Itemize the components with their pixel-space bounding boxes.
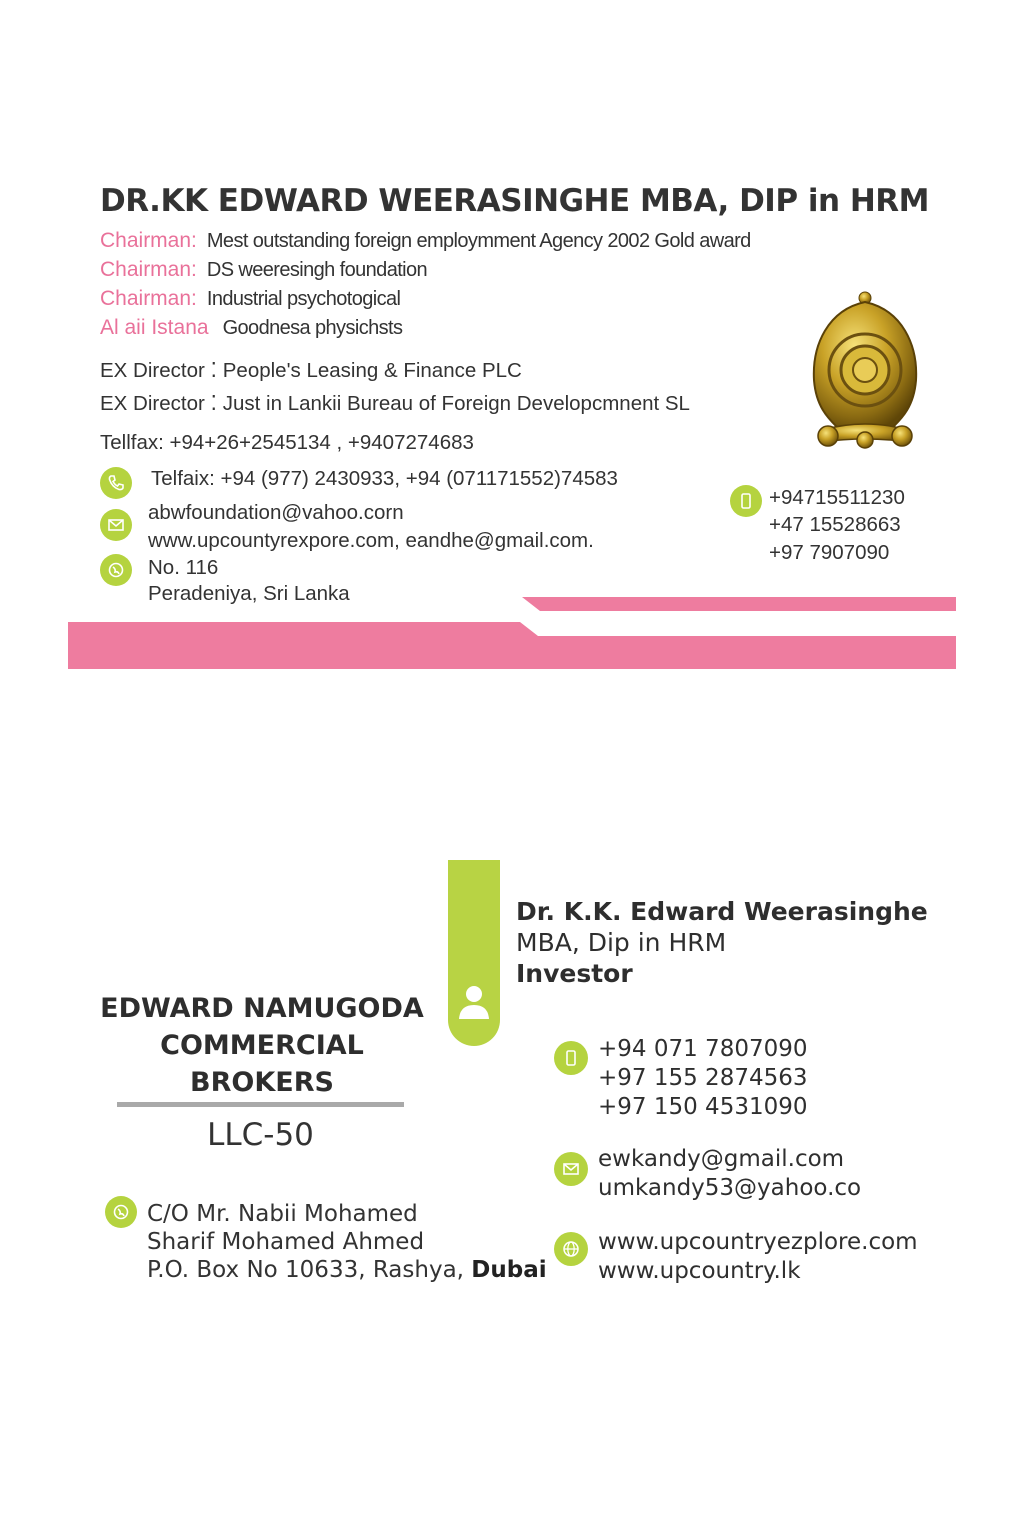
website-list [598,1228,918,1286]
role-title: Al aii Istana [100,316,209,339]
address-line: Sharif Mohamed Ahmed [147,1229,425,1255]
web-text[interactable]: www.upcountyrexpore.com, eandhe@gmail.com. [148,529,594,552]
company-name-line: COMMERCIAL [160,1030,364,1061]
company-name-line: EDWARD NAMUGODA [100,993,424,1024]
address-line: Peradeniya, Sri Lanka [148,582,350,605]
ex-director-text: People's Leasing & Finance PLC [222,359,522,382]
phone-icon [100,467,132,499]
role-title: Chairman: [100,258,197,281]
company-name [96,990,428,1101]
role-title: Chairman: [100,287,197,310]
email-address[interactable]: umkandy53@yahoo.co [598,1175,862,1201]
address-line: No. 116 [148,556,219,579]
role-text: Mest outstanding foreign employmment Agency 2002 Gold award [206,230,751,252]
ex-director-row [100,391,690,416]
sri-lanka-emblem [808,290,922,455]
role-text: Goodnesa physichsts [222,317,403,339]
email-icon [554,1152,588,1186]
ex-director-sep: ⁚ [210,359,218,382]
address-block [147,1200,547,1284]
tellfax-text: Tellfax: +94+26+2545134 , +9407274683 [100,431,474,454]
ex-director-title: EX Director [100,392,205,415]
ex-director-title: EX Director [100,359,205,382]
location-icon [105,1196,137,1228]
phone-number[interactable]: +97 155 2874563 [598,1065,808,1091]
ex-director-text: Just in Lankii Bureau of Foreign Developcmnent SL [222,392,690,415]
role-row [100,258,427,282]
email-text[interactable]: abwfoundation@vahoo.corn [148,501,404,524]
phone-number[interactable]: +47 15528663 [769,513,901,536]
ex-director-sep: ⁚ [210,392,218,415]
person-name: Dr. K.K. Edward Weerasinghe [516,897,928,926]
phone-number[interactable]: +97 150 4531090 [598,1094,808,1120]
email-address[interactable]: ewkandy@gmail.com [598,1146,845,1172]
person-block [516,896,928,989]
llc-number: LLC-50 [207,1117,314,1153]
role-text: Industrial psychotogical [206,288,401,310]
phone-number[interactable]: +94 071 7807090 [598,1036,808,1062]
address-city: Dubai [471,1257,547,1283]
address-line: C/O Mr. Nabii Mohamed [147,1201,418,1227]
telfaix-text: Telfaix: +94 (977) 2430933, +94 (071171552)74583 [151,467,618,490]
role-title: Chairman: [100,229,197,252]
phone-number[interactable]: +97 7907090 [769,541,890,564]
divider [117,1102,404,1107]
person-qualification: MBA, Dip in HRM [516,928,727,957]
pink-stripe-bottom [68,622,956,669]
person-title: Investor [516,959,633,988]
ex-director-row [100,358,522,383]
role-row [100,287,400,311]
globe-icon [554,1232,588,1266]
role-row [100,316,402,340]
pink-stripe-top [522,597,956,611]
address-line: P.O. Box No 10633, Rashya, [147,1257,464,1283]
person-icon [456,983,492,1021]
email-icon [100,509,132,541]
website-link[interactable]: www.upcountry.lk [598,1258,801,1284]
phone-list [598,1035,808,1122]
location-icon [100,554,132,586]
role-row [100,229,751,253]
role-text: DS weeresingh foundation [206,259,428,281]
email-list [598,1145,861,1203]
card1-name: DR.KK EDWARD WEERASINGHE MBA, DIP in HRM [100,183,930,219]
mobile-icon [730,485,762,517]
mobile-icon [554,1041,588,1075]
phone-number[interactable]: +94715511230 [769,486,905,509]
website-link[interactable]: www.upcountryezplore.com [598,1229,918,1255]
company-name-line: BROKERS [190,1067,334,1098]
